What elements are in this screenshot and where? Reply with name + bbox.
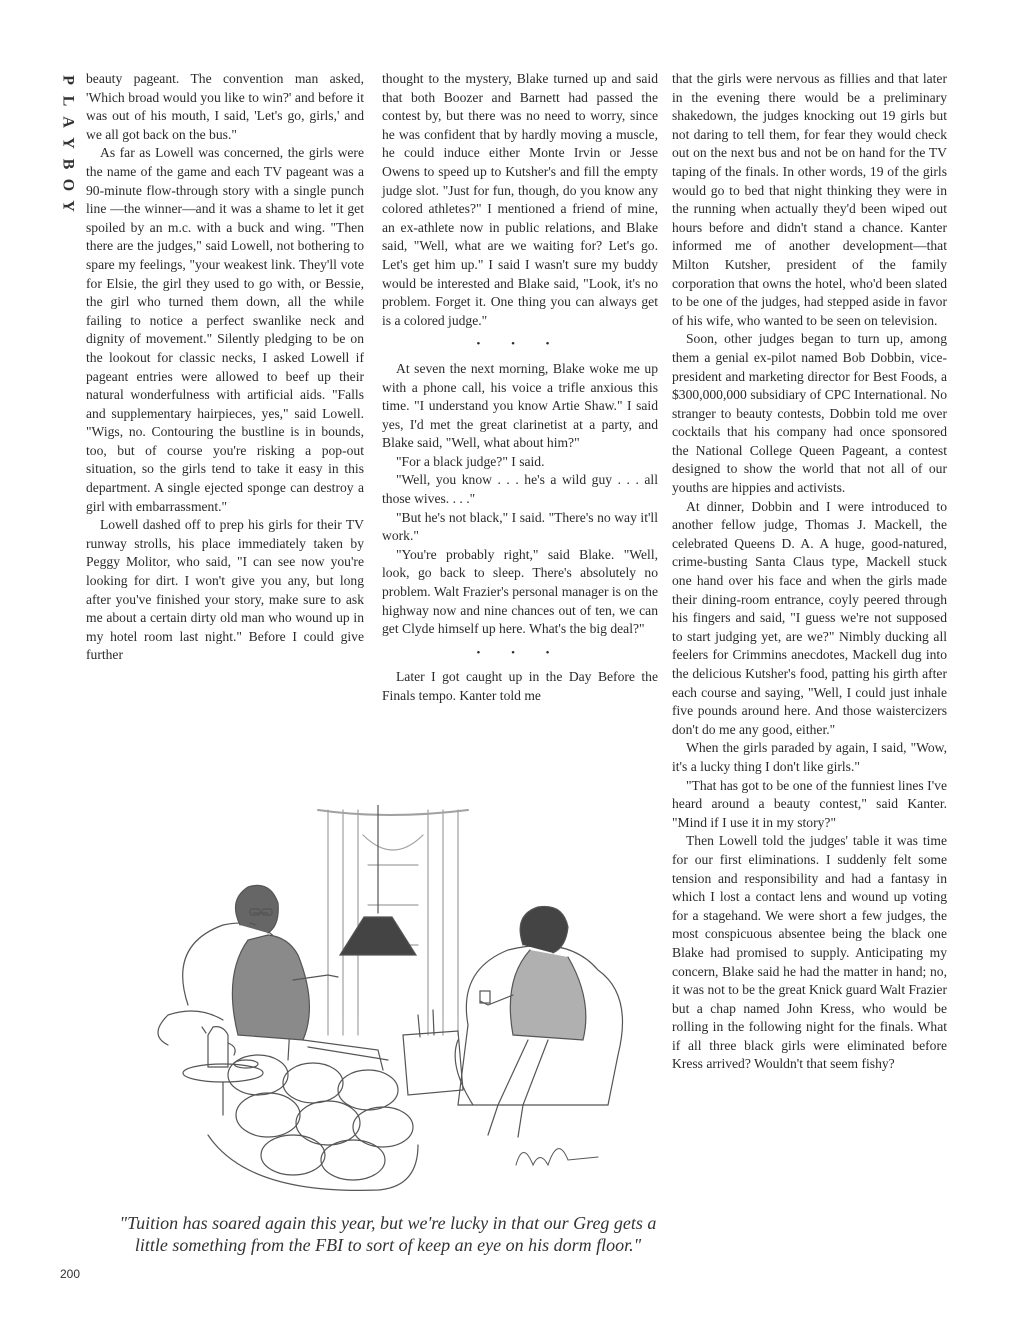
paragraph: beauty pageant. The convention man asked, 'Which broad would you like to win?' and before it was out of his mouth, I said, 'Let's go, girls,' and we all got back on the bus." [86,71,364,142]
paragraph: Then Lowell told the judges' table it was time for our first eliminations. I suddenly felt some tension and responsibility and had a fantasy in which I lost a contact lens and wound up voting for a stagehand. We were short a few judges, the most conspicuous absentee being the black one Blake had promised to supply. Anticipating my concern, Blake said he had the matter in hand; no, it was not to be the great Knick guard Walt Frazier but a chap named John Kress, who would be rolling in the following night for the finals. What if all three black girls were eliminated before Kress arrived? Wouldn't that seem fishy? [672,833,947,1072]
paragraph: "That has got to be one of the funniest lines I've heard around a beauty contest," said Kanter. "Mind if I use it in my story?" [672,777,947,830]
side-label-letter: A [59,116,77,129]
article-column-3 [672,70,947,1074]
paragraph: At dinner, Dobbin and I were introduced to another fellow judge, Thomas J. Mackell, the celebrated Queens D. A. A huge, good-natured, crime-busting Santa Claus type, Mackell stuck one hand over his face and when the girls made their dining-room entrance, coyly peered through his fingers and said, "I guess we're not supposed to start judging yet, are we?" Nimbly ducking all feelers for Crimmins anecdotes, Mackell dug into the delicious Kutsher's food, patting his girth after each course and saying, "Well, I could just inhale five pounds around here. And those waistercizers don't do me any good, either." [672,498,947,737]
side-label-letter: O [59,178,77,193]
paragraph: When the girls paraded by again, I said, "Wow, it's a lucky thing I don't like girls." [672,740,947,774]
section-break: • • • [476,646,564,659]
side-label-letter: L [59,95,77,108]
magazine-side-label [56,70,76,217]
paragraph: Lowell dashed off to prep his girls for their TV runway strolls, his place immediately taken by Peggy Molitor, who said, "I can see now you're looking for dirt. I won't give you any, but long after you've finished your story, make sure to ask me about a certain dirty old man who wound up in my hotel room last night." Before I could give further [86,517,364,663]
paragraph: "For a black judge?" I said. [396,453,545,469]
cartoon-caption: "Tuition has soared again this year, but we're lucky in that our Greg gets a little something from the FBI to sort of keep an eye on his dorm floor." [119,1213,657,1255]
article-column-2 [382,70,658,706]
side-label-letter: B [59,158,77,171]
paragraph: Later I got caught up in the Day Before the Finals tempo. Kanter told me [382,669,658,703]
paragraph: thought to the mystery, Blake turned up and said that both Boozer and Barnett had passed the contest by, but there was no need to worry, since he was confident that by hardly moving a muscle, he could induce either Monte Irvin or Jesse Owens to speed up to Kutsher's and fill the empty judge slot. "Just for fun, though, do you know any colored athletes?" I mentioned a friend of mine, an ex-athlete now in public relations, and Blake said, "Well, what are we waiting for? Let's go. Let's get him up." I said I wasn't sure my buddy would be interested and Blake said, "Look, it's no problem. Forget it. One thing you can always get is a colored judge." [382,71,658,328]
paragraph: "You're probably right," said Blake. "Well, look, go back to sleep. There's absolutely no problem. Walt Frazier's personal manager is on the highway now and nine chances out of ten, we can get Clyde himself up here. What's the big deal?" [382,546,658,637]
paragraph: "Well, you know . . . he's a wild guy . . . all those wives. . . ." [382,472,658,507]
paragraph: that the girls were nervous as fillies and that later in the evening there would be a preliminary shakedown, the judges knocking out 19 girls but not daring to tell them, for fear they would check out on the next bus and not be on hand for the TV taping of the finals. In other words, 19 of the girls would go to bed that night thinking they were in the running when actually they'd been wiped out hours before and didn't stand a chance. Kanter informed me of another development—that Milton Kutsher, president of the family corporation that owns the hotel, who'd been slated to be one of the judges, had stepped aside in favor of his wife, who wanted to be seen on television. [672,71,947,328]
artist-signature [516,1149,598,1165]
paragraph: "But he's not black," I said. "There's no way it'll work." [382,509,658,544]
side-label-letter: Y [59,137,77,150]
paragraph: At seven the next morning, Blake woke me up with a phone call, his voice a trifle anxious this time. "I understand you know Artie Shaw." I said yes, I'd met the great clarinetist at a party, and Blake said, "Well, what about him?" [382,360,658,451]
section-break: • • • [476,338,564,351]
coffee-table [403,1010,463,1095]
paragraph: As far as Lowell was concerned, the girls were the name of the game and each TV pageant was a 90-minute flow-through story with a single punch line —the winner—and it was a shame to let it get spoiled by an m.c. with a buck and wing. "Then there are the judges," said Lowell, not bothering to spare my feelings, "your weakest link. They'll vote for Elsie, the girl they used to go with, or Bessie, the girl who turned them down, all the while failing to notice a perfect swanlike neck and dignity of movement." Silently pledging to be on the lookout for classic necks, I asked Lowell if pageant entries were allowed to beef up their natural wonderfulness with artificial aids. "Falls and supplementary hairpieces, yes," said Lowell. "Wigs, no. Contouring the bustline is in bounds, too, but of course you're risking a pop-out situation, so the girls tend to take it easy in this department. A single ejected sponge can destroy a girl with embarrassment." [86,145,364,514]
woman-left [232,885,388,1070]
side-label-letter: P [59,75,77,86]
article-column-1 [86,70,364,665]
page-number: 200 [60,1267,81,1281]
side-label-letter: Y [59,200,77,213]
cartoon-illustration [128,805,640,1213]
paragraph: Soon, other judges began to turn up, among them a genial ex-pilot named Bob Dobbin, vice-president and marketing director for Best Foods, a $300,000,000 subsidiary of CPC International. No stranger to beauty contests, Dobbin told me over cocktails that his company had once sponsored the National College Queen Pageant, a contest designed to show the world that not all of our youths are hippies and activists. [672,331,947,496]
woman-right [480,906,586,1137]
hanging-lamp [340,805,416,955]
side-table [183,1027,263,1115]
